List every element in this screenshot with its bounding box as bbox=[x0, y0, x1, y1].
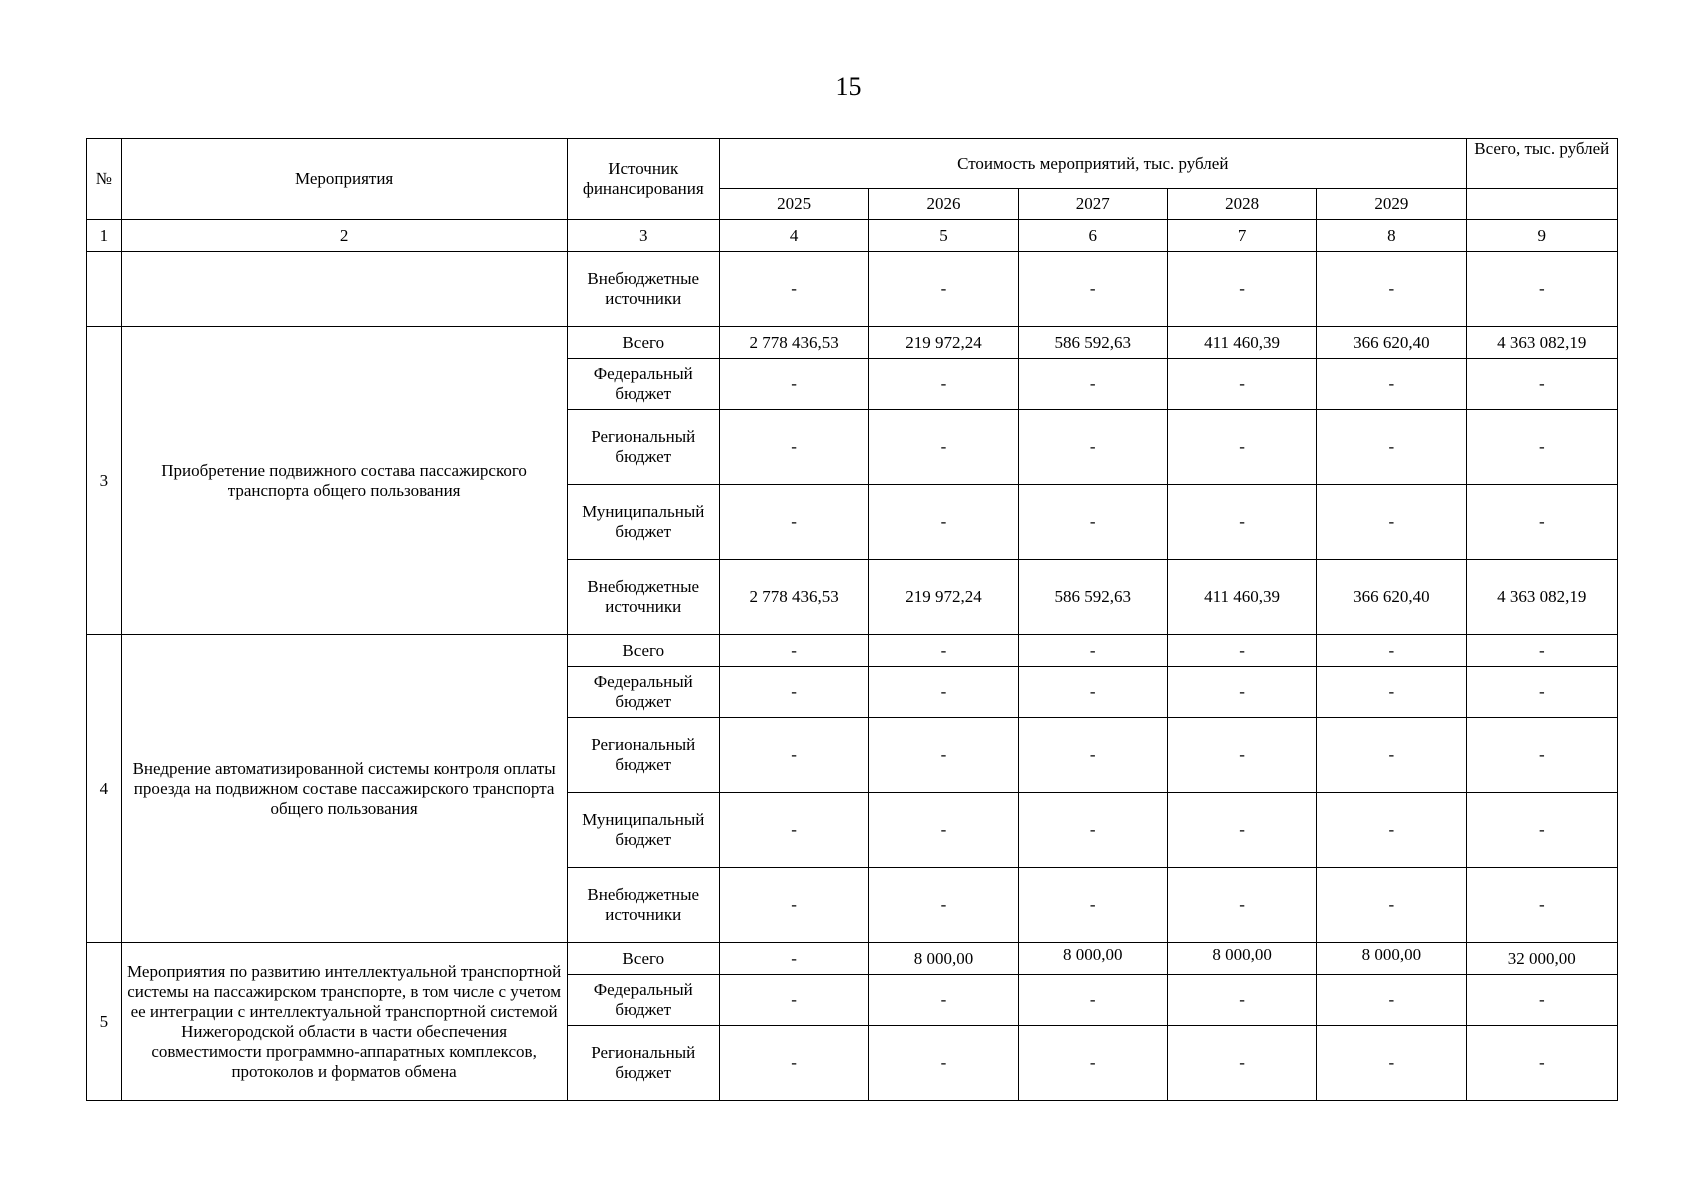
value-cell: - bbox=[869, 635, 1018, 667]
item-num: 4 bbox=[87, 635, 122, 943]
value-cell: - bbox=[869, 252, 1018, 327]
value-cell: - bbox=[1317, 410, 1466, 485]
value-cell: - bbox=[719, 667, 868, 718]
item-num: 3 bbox=[87, 327, 122, 635]
header-year: 2025 bbox=[719, 189, 868, 220]
value-cell: 4 363 082,19 bbox=[1466, 327, 1617, 359]
header-total-empty bbox=[1466, 189, 1617, 220]
value-cell: - bbox=[1167, 359, 1316, 410]
value-cell: - bbox=[869, 868, 1018, 943]
value-cell: - bbox=[1466, 793, 1617, 868]
value-cell: 8 000,00 bbox=[1317, 943, 1466, 975]
value-cell: - bbox=[1167, 485, 1316, 560]
column-number: 5 bbox=[869, 220, 1018, 252]
value-cell: - bbox=[869, 667, 1018, 718]
value-cell: 8 000,00 bbox=[1167, 943, 1316, 975]
source-cell: Региональный бюджет bbox=[567, 1026, 719, 1101]
value-cell: 219 972,24 bbox=[869, 560, 1018, 635]
value-cell: 219 972,24 bbox=[869, 327, 1018, 359]
value-cell: - bbox=[1167, 975, 1316, 1026]
value-cell: - bbox=[1018, 252, 1167, 327]
page-number: 15 bbox=[835, 72, 862, 101]
value-cell: - bbox=[719, 718, 868, 793]
header-source: Источник финансирования bbox=[567, 139, 719, 220]
value-cell: - bbox=[1317, 975, 1466, 1026]
value-cell: - bbox=[1317, 635, 1466, 667]
source-cell: Всего bbox=[567, 943, 719, 975]
value-cell: 8 000,00 bbox=[869, 943, 1018, 975]
item-num-empty bbox=[87, 252, 122, 327]
column-number: 6 bbox=[1018, 220, 1167, 252]
value-cell: 2 778 436,53 bbox=[719, 560, 868, 635]
value-cell: - bbox=[1317, 1026, 1466, 1101]
source-cell: Муниципальный бюджет bbox=[567, 793, 719, 868]
value-cell: 366 620,40 bbox=[1317, 327, 1466, 359]
value-cell: - bbox=[869, 359, 1018, 410]
value-cell: - bbox=[719, 1026, 868, 1101]
table-row bbox=[87, 943, 1618, 975]
table-row bbox=[87, 252, 1618, 327]
value-cell: - bbox=[719, 359, 868, 410]
value-cell: - bbox=[869, 1026, 1018, 1101]
value-cell: 586 592,63 bbox=[1018, 327, 1167, 359]
value-cell: - bbox=[1018, 975, 1167, 1026]
column-number: 2 bbox=[121, 220, 567, 252]
value-cell: - bbox=[1167, 410, 1316, 485]
value-cell: 2 778 436,53 bbox=[719, 327, 868, 359]
source-cell: Внебюджетные источники bbox=[567, 560, 719, 635]
header-row bbox=[87, 139, 1618, 189]
column-number: 9 bbox=[1466, 220, 1617, 252]
source-cell: Региональный бюджет bbox=[567, 410, 719, 485]
value-cell: - bbox=[1466, 975, 1617, 1026]
value-cell: - bbox=[1317, 359, 1466, 410]
value-cell: - bbox=[869, 718, 1018, 793]
item-activity-empty bbox=[121, 252, 567, 327]
value-cell: - bbox=[1167, 1026, 1316, 1101]
source-cell: Федеральный бюджет bbox=[567, 667, 719, 718]
value-cell: - bbox=[719, 943, 868, 975]
table-row bbox=[87, 635, 1618, 667]
value-cell: 586 592,63 bbox=[1018, 560, 1167, 635]
value-cell: - bbox=[1018, 718, 1167, 793]
column-number-row bbox=[87, 220, 1618, 252]
value-cell: - bbox=[1018, 793, 1167, 868]
value-cell: - bbox=[1317, 252, 1466, 327]
value-cell: - bbox=[719, 485, 868, 560]
value-cell: 411 460,39 bbox=[1167, 327, 1316, 359]
value-cell: - bbox=[1466, 667, 1617, 718]
source-cell: Всего bbox=[567, 635, 719, 667]
value-cell: - bbox=[1317, 868, 1466, 943]
value-cell: 4 363 082,19 bbox=[1466, 560, 1617, 635]
column-number: 1 bbox=[87, 220, 122, 252]
value-cell: - bbox=[719, 635, 868, 667]
column-number: 4 bbox=[719, 220, 868, 252]
value-cell: - bbox=[1466, 868, 1617, 943]
header-year: 2026 bbox=[869, 189, 1018, 220]
value-cell: - bbox=[869, 975, 1018, 1026]
value-cell: 366 620,40 bbox=[1317, 560, 1466, 635]
value-cell: - bbox=[719, 252, 868, 327]
value-cell: - bbox=[1317, 793, 1466, 868]
value-cell: - bbox=[1018, 868, 1167, 943]
value-cell: - bbox=[1317, 718, 1466, 793]
value-cell: - bbox=[1466, 359, 1617, 410]
value-cell: - bbox=[1167, 793, 1316, 868]
value-cell: - bbox=[1018, 1026, 1167, 1101]
value-cell: - bbox=[1466, 1026, 1617, 1101]
value-cell: - bbox=[719, 975, 868, 1026]
value-cell: - bbox=[719, 793, 868, 868]
value-cell: - bbox=[869, 793, 1018, 868]
value-cell: 411 460,39 bbox=[1167, 560, 1316, 635]
table-row bbox=[87, 327, 1618, 359]
value-cell: - bbox=[719, 868, 868, 943]
value-cell: - bbox=[1317, 485, 1466, 560]
value-cell: - bbox=[1466, 635, 1617, 667]
value-cell: - bbox=[1466, 410, 1617, 485]
value-cell: - bbox=[1167, 635, 1316, 667]
item-activity: Внедрение автоматизированной системы контроля оплаты проезда на подвижном составе пассажирского транспорта общего пользования bbox=[121, 635, 567, 943]
value-cell: - bbox=[1167, 252, 1316, 327]
value-cell: - bbox=[1018, 635, 1167, 667]
source-cell: Региональный бюджет bbox=[567, 718, 719, 793]
source-cell: Муниципальный бюджет bbox=[567, 485, 719, 560]
value-cell: - bbox=[1018, 667, 1167, 718]
value-cell: 32 000,00 bbox=[1466, 943, 1617, 975]
item-activity: Мероприятия по развитию интеллектуальной транспортной системы на пассажирском транспорте, в том числе с учетом ее интеграции с интеллектуальной транспортной системой Нижегородской области в части обеспечения совместимости программно-аппаратных комплексов, протоколов и форматов обмена bbox=[121, 943, 567, 1101]
funding-table bbox=[86, 138, 1618, 1101]
value-cell: - bbox=[1317, 667, 1466, 718]
item-num: 5 bbox=[87, 943, 122, 1101]
value-cell: - bbox=[869, 485, 1018, 560]
value-cell: - bbox=[1167, 868, 1316, 943]
header-num: № bbox=[87, 139, 122, 220]
header-activity: Мероприятия bbox=[121, 139, 567, 220]
item-activity: Приобретение подвижного состава пассажирского транспорта общего пользования bbox=[121, 327, 567, 635]
header-year: 2029 bbox=[1317, 189, 1466, 220]
value-cell: - bbox=[1466, 252, 1617, 327]
value-cell: 8 000,00 bbox=[1018, 943, 1167, 975]
column-number: 7 bbox=[1167, 220, 1316, 252]
header-total: Всего, тыс. рублей bbox=[1466, 139, 1617, 189]
header-year: 2027 bbox=[1018, 189, 1167, 220]
source-cell: Федеральный бюджет bbox=[567, 975, 719, 1026]
source-cell: Внебюджетные источники bbox=[567, 868, 719, 943]
value-cell: - bbox=[1018, 485, 1167, 560]
column-number: 8 bbox=[1317, 220, 1466, 252]
value-cell: - bbox=[1167, 718, 1316, 793]
value-cell: - bbox=[719, 410, 868, 485]
value-cell: - bbox=[1018, 359, 1167, 410]
value-cell: - bbox=[869, 410, 1018, 485]
header-cost-group: Стоимость мероприятий, тыс. рублей bbox=[719, 139, 1466, 189]
source-cell: Всего bbox=[567, 327, 719, 359]
value-cell: - bbox=[1466, 718, 1617, 793]
value-cell: - bbox=[1018, 410, 1167, 485]
source-cell: Федеральный бюджет bbox=[567, 359, 719, 410]
value-cell: - bbox=[1167, 667, 1316, 718]
source-cell: Внебюджетные источники bbox=[567, 252, 719, 327]
column-number: 3 bbox=[567, 220, 719, 252]
header-year: 2028 bbox=[1167, 189, 1316, 220]
value-cell: - bbox=[1466, 485, 1617, 560]
